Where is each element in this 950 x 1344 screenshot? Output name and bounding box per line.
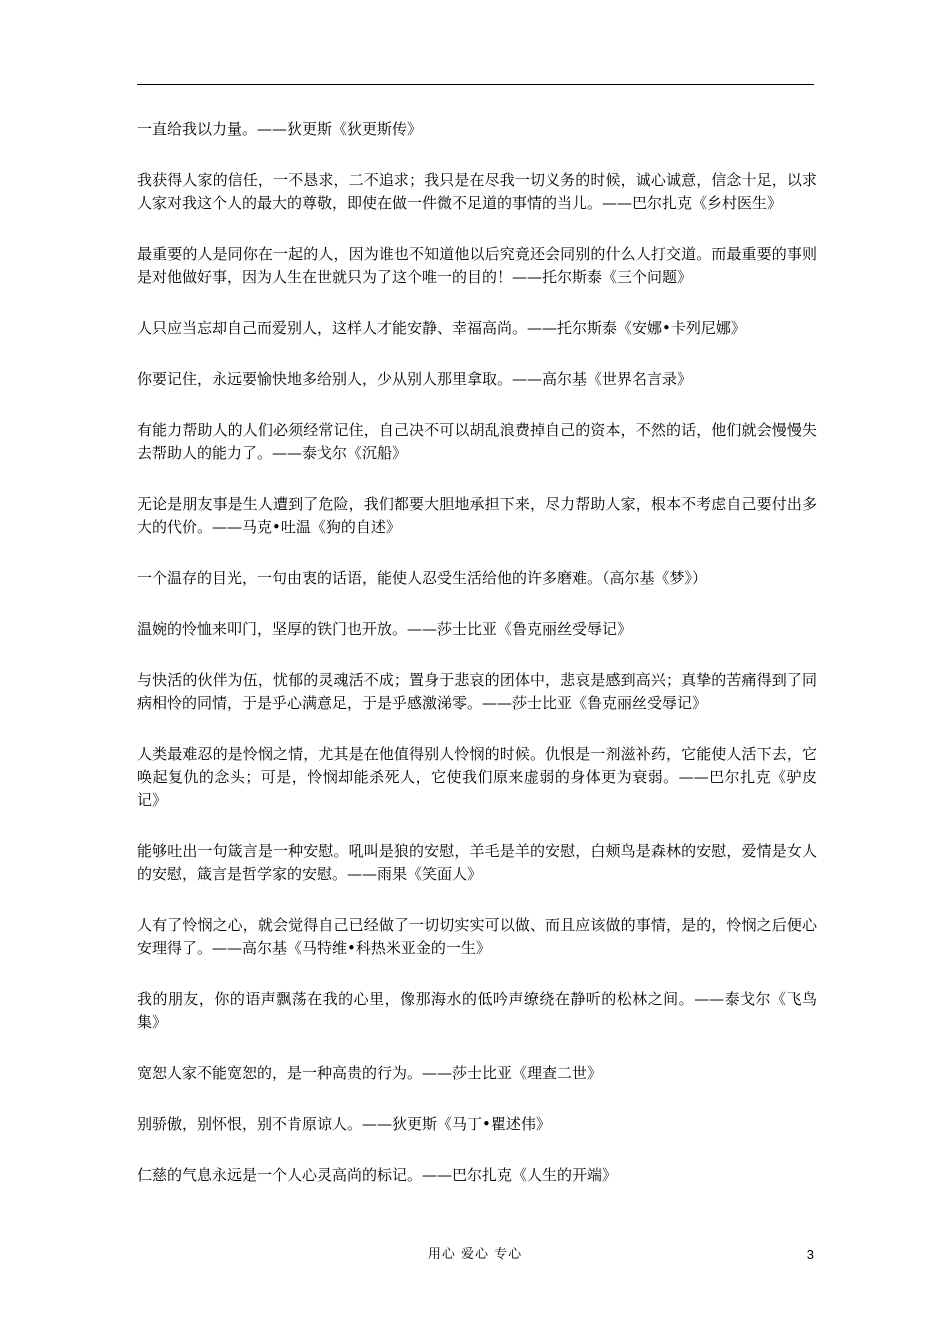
quote-paragraph: 与快活的伙伴为伍，忧郁的灵魂活不成；置身于悲哀的团体中，悲哀是感到高兴；真挚的苦痛得到了同病相怜的同情，于是乎心满意足，于是乎感激涕零。——莎士比亚《鲁克丽丝受辱记》 bbox=[137, 671, 817, 712]
quote-paragraph: 宽恕人家不能宽恕的，是一种高贵的行为。——莎士比亚《理查二世》 bbox=[137, 1064, 603, 1082]
quote-paragraph: 温婉的怜恤来叩门，坚厚的铁门也开放。——莎士比亚《鲁克丽丝受辱记》 bbox=[137, 620, 633, 638]
quote-paragraph: 无论是朋友事是生人遭到了危险，我们都要大胆地承担下来，尽力帮助人家，根本不考虑自己要付出多大的代价。——马克•吐温《狗的自述》 bbox=[137, 495, 817, 536]
quote-paragraph: 你要记住，永远要愉快地多给别人，少从别人那里拿取。——高尔基《世界名言录》 bbox=[137, 370, 693, 388]
quote-paragraph: 人有了怜悯之心，就会觉得自己已经做了一切切实实可以做、而且应该做的事情，是的，怜悯之后便心安理得了。——高尔基《马特维•科热米亚金的一生》 bbox=[137, 916, 817, 957]
footer-text: 用心 爱心 专心 bbox=[427, 1247, 523, 1262]
quote-paragraph: 人只应当忘却自己而爱别人，这样人才能安静、幸福高尚。——托尔斯泰《安娜•卡列尼娜》 bbox=[137, 319, 746, 337]
quote-paragraph: 人类最难忍的是怜悯之情，尤其是在他值得别人怜悯的时候。仇恨是一剂滋补药，它能使人活下去，它唤起复仇的念头；可是，怜悯却能杀死人，它使我们原来虚弱的身体更为衰弱。——巴尔扎克《驴皮记》 bbox=[137, 745, 817, 809]
header-rule bbox=[137, 84, 814, 85]
page-number: 3 bbox=[806, 1247, 814, 1262]
quote-paragraph: 一个温存的目光，一句由衷的话语，能使人忍受生活给他的许多磨难。（高尔基《梦》） bbox=[137, 569, 708, 587]
quote-paragraph: 有能力帮助人的人们必须经常记住，自己决不可以胡乱浪费掉自己的资本，不然的话，他们就会慢慢失去帮助人的能力了。——泰戈尔《沉船》 bbox=[137, 421, 817, 462]
quote-paragraph: 最重要的人是同你在一起的人，因为谁也不知道他以后究竟还会同别的什么人打交道。而最重要的事则是对他做好事，因为人生在世就只为了这个唯一的目的！——托尔斯泰《三个问题》 bbox=[137, 245, 817, 286]
quote-paragraph: 仁慈的气息永远是一个人心灵高尚的标记。——巴尔扎克《人生的开端》 bbox=[137, 1166, 618, 1184]
quote-paragraph: 能够吐出一句箴言是一种安慰。吼叫是狼的安慰，羊毛是羊的安慰，白颊鸟是森林的安慰，爱情是女人的安慰，箴言是哲学家的安慰。——雨果《笑面人》 bbox=[137, 842, 817, 883]
quote-paragraph: 我的朋友，你的语声飘荡在我的心里，像那海水的低吟声缭绕在静听的松林之间。——泰戈尔《飞鸟集》 bbox=[137, 990, 817, 1031]
quote-paragraph: 一直给我以力量。——狄更斯《狄更斯传》 bbox=[137, 120, 423, 138]
quote-paragraph: 别骄傲，别怀恨，别不肯原谅人。——狄更斯《马丁•瞿述伟》 bbox=[137, 1115, 551, 1133]
quote-paragraph: 我获得人家的信任，一不恳求，二不追求；我只是在尽我一切义务的时候，诚心诚意，信念十足，以求人家对我这个人的最大的尊敬，即使在做一件微不足道的事情的当儿。——巴尔扎克《乡村医生》 bbox=[137, 171, 817, 212]
page-content bbox=[137, 118, 817, 1215]
